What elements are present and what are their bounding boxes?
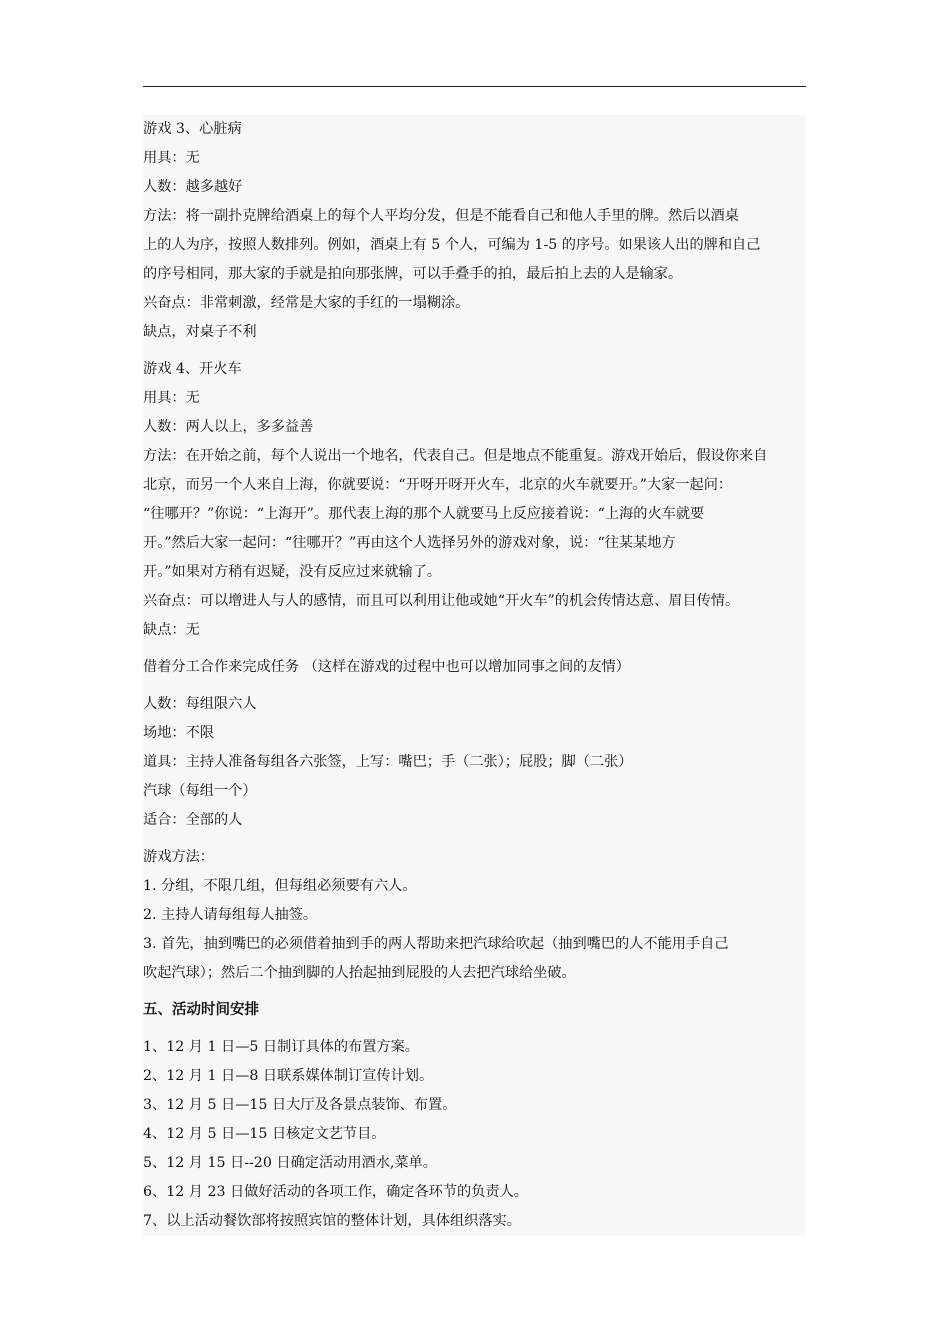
game4-drawback: 缺点：无 bbox=[143, 622, 200, 638]
teamwork-step: 3. 首先，抽到嘴巴的必须借着抽到手的两人帮助来把汽球给吹起（抽到嘴巴的人不能用手自己 bbox=[143, 936, 729, 952]
schedule-item: 4、12 月 5 日—15 日核定文艺节目。 bbox=[143, 1126, 386, 1142]
schedule-item: 2、12 月 1 日—8 日联系媒体制订宣传计划。 bbox=[143, 1068, 434, 1084]
schedule-item: 7、以上活动餐饮部将按照宾馆的整体计划，具体组织落实。 bbox=[143, 1213, 521, 1229]
schedule-item: 6、12 月 23 日做好活动的各项工作，确定各环节的负责人。 bbox=[143, 1184, 528, 1200]
game4-people: 人数：两人以上，多多益善 bbox=[143, 419, 314, 435]
teamwork-balloon: 汽球（每组一个） bbox=[143, 783, 257, 799]
game3-excite: 兴奋点：非常刺激，经常是大家的手红的一塌糊涂。 bbox=[143, 295, 470, 311]
game3-title: 游戏 3、心脏病 bbox=[143, 121, 242, 137]
game4-method-line: 方法：在开始之前，每个人说出一个地名，代表自己。但是地点不能重复。游戏开始后，假设你来自 bbox=[143, 448, 768, 464]
teamwork-step: 1. 分组，不限几组，但每组必须要有六人。 bbox=[143, 878, 417, 894]
teamwork-method-title: 游戏方法： bbox=[143, 849, 214, 865]
schedule-item: 1、12 月 1 日—5 日制订具体的布置方案。 bbox=[143, 1039, 419, 1055]
header-rule bbox=[143, 86, 806, 87]
schedule-heading: 五、活动时间安排 bbox=[143, 1002, 259, 1018]
game4-tools: 用具：无 bbox=[143, 390, 200, 406]
teamwork-props: 道具：主持人准备每组各六张签，上写：嘴巴；手（二张）；屁股；脚（二张） bbox=[143, 754, 633, 770]
game3-people: 人数：越多越好 bbox=[143, 179, 243, 195]
game4-method-line: 开。”然后大家一起问：“往哪开？”再由这个人选择另外的游戏对象，说：“往某某地方 bbox=[143, 535, 676, 551]
game4-method-line: 开。”如果对方稍有迟疑，没有反应过来就输了。 bbox=[143, 564, 442, 580]
schedule-item: 5、12 月 15 日--20 日确定活动用酒水,菜单。 bbox=[143, 1155, 437, 1171]
teamwork-venue: 场地：不限 bbox=[143, 725, 214, 741]
game4-method-line: “往哪开？”你说：“上海开”。那代表上海的那个人就要马上反应接着说：“上海的火车就要 bbox=[143, 506, 705, 522]
teamwork-step: 2. 主持人请每组每人抽签。 bbox=[143, 907, 318, 923]
game3-method-line: 方法：将一副扑克牌给酒桌上的每个人平均分发，但是不能看自己和他人手里的牌。然后以酒桌 bbox=[143, 208, 739, 224]
teamwork-people: 人数：每组限六人 bbox=[143, 696, 257, 712]
schedule-item: 3、12 月 5 日—15 日大厅及各景点装饰、布置。 bbox=[143, 1097, 457, 1113]
teamwork-suitable: 适合：全部的人 bbox=[143, 812, 243, 828]
game3-tools: 用具：无 bbox=[143, 150, 200, 166]
game4-method-line: 北京，而另一个人来自上海，你就要说：“开呀开呀开火车，北京的火车就要开。”大家一起问： bbox=[143, 477, 733, 493]
teamwork-step: 吹起汽球）；然后二个抽到脚的人抬起抽到屁股的人去把汽球给坐破。 bbox=[143, 965, 576, 981]
game4-excite: 兴奋点：可以增进人与人的感情，而且可以利用让他或她“开火车”的机会传情达意、眉目传情。 bbox=[143, 593, 740, 609]
document-body bbox=[143, 115, 806, 1236]
game3-method-line: 的序号相同，那大家的手就是拍向那张牌，可以手叠手的拍，最后拍上去的人是输家。 bbox=[143, 266, 683, 282]
game4-title: 游戏 4、开火车 bbox=[143, 361, 242, 377]
game3-drawback: 缺点，对桌子不利 bbox=[143, 324, 257, 340]
game3-method-line: 上的人为序，按照人数排列。例如，酒桌上有 5 个人，可编为 1-5 的序号。如果该人出的牌和自己 bbox=[143, 237, 761, 253]
teamwork-intro: 借着分工合作来完成任务 （这样在游戏的过程中也可以增加同事之间的友情） bbox=[143, 659, 630, 675]
